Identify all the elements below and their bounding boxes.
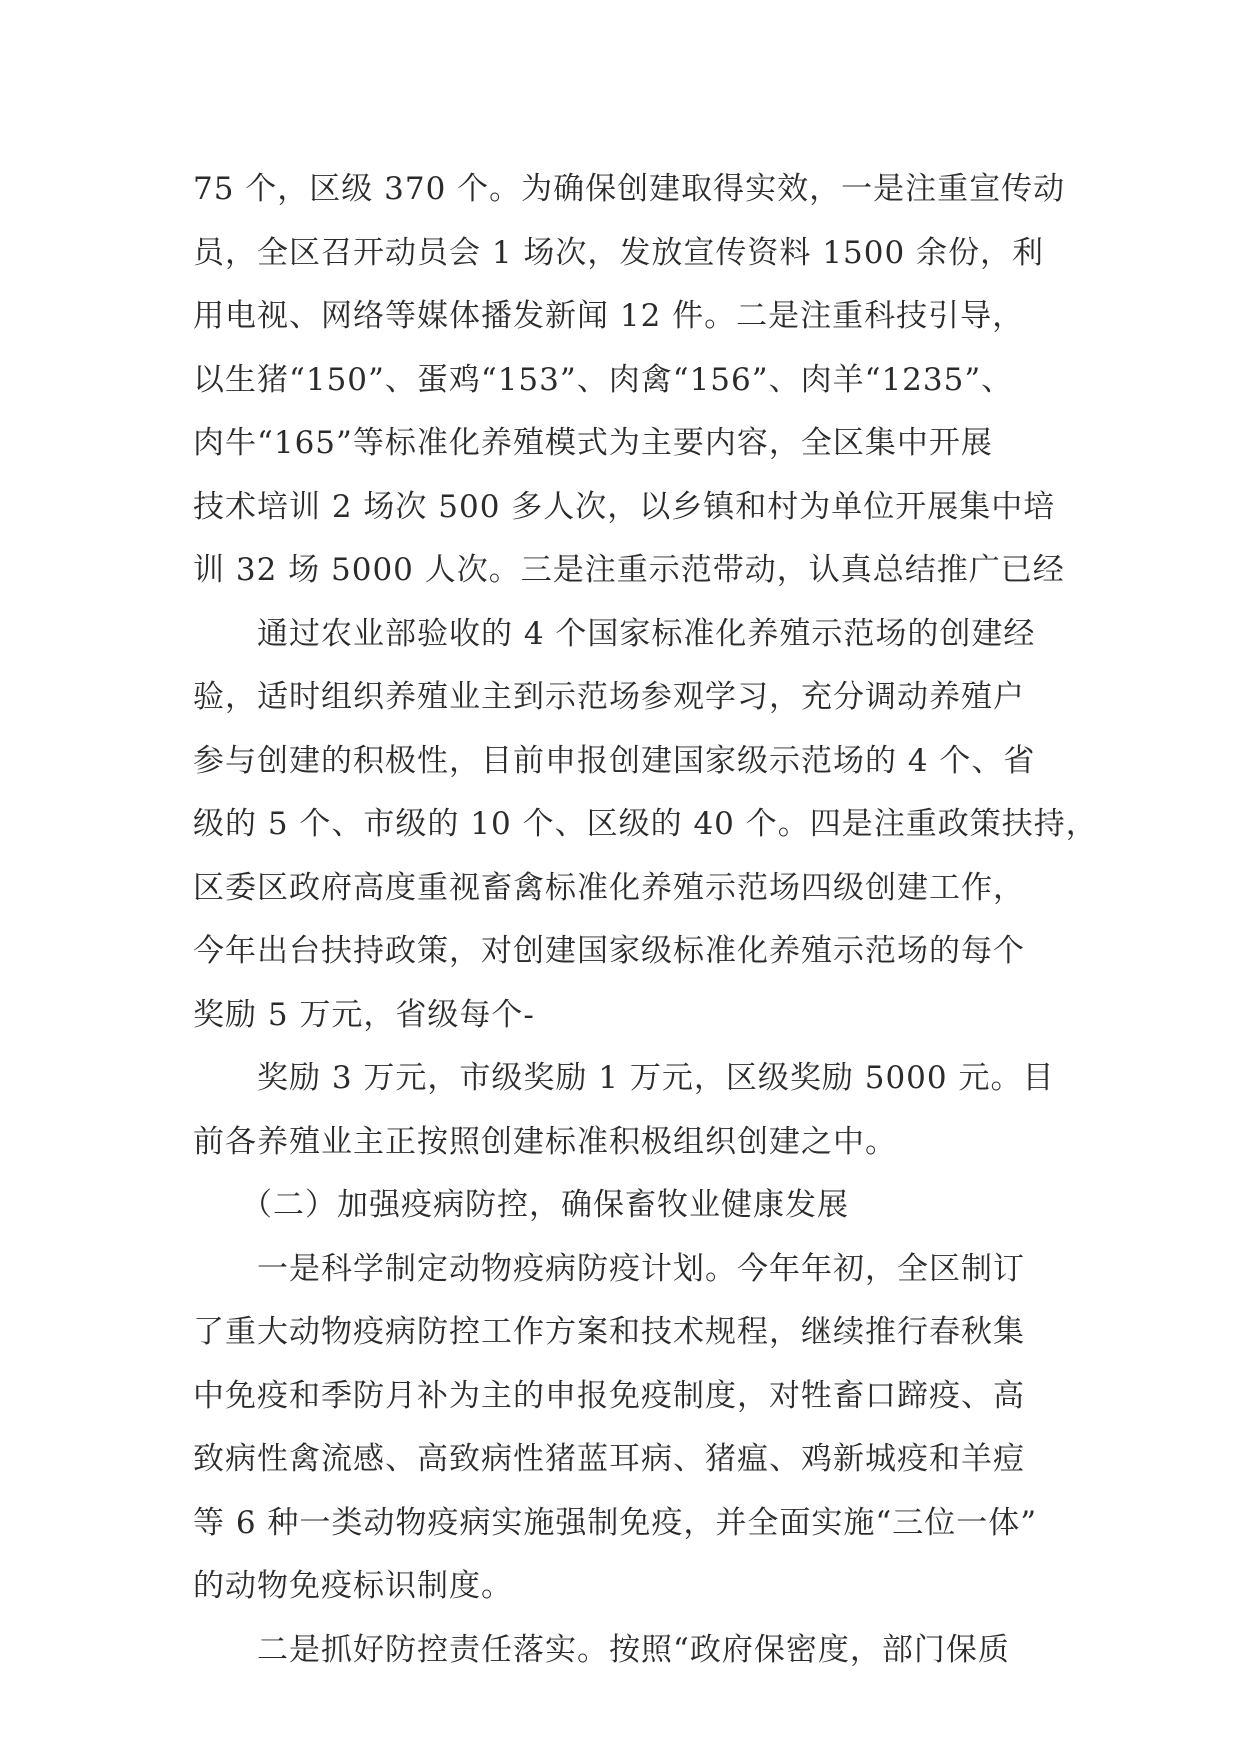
paragraph-first-line: 通过农业部验收的 4 个国家标准化养殖示范场的创建经 xyxy=(257,615,1036,652)
document-body xyxy=(193,158,1098,1682)
paragraph-first-line: 二是抓好防控责任落实。按照“政府保密度，部门保质 xyxy=(257,1631,1010,1668)
text-line: 技术培训 2 场次 500 多人次，以乡镇和村为单位开展集中培 xyxy=(193,488,1056,525)
text-line: 参与创建的积极性，目前申报创建国家级示范场的 4 个、省 xyxy=(193,742,1036,779)
text-line: 中免疫和季防月补为主的申报免疫制度，对牲畜口蹄疫、高 xyxy=(193,1377,1025,1414)
text-line: 以生猪“150”、蛋鸡“153”、肉禽“156”、肉羊“1235”、 xyxy=(193,361,1014,398)
text-line: 等 6 种一类动物疫病实施强制免疫，并全面实施“三位一体” xyxy=(193,1504,1038,1541)
text-line: 训 32 场 5000 人次。三是注重示范带动，认真总结推广已经 xyxy=(193,552,1065,588)
text-line: 前各养殖业主正按照创建标准积极组织创建之中。 xyxy=(193,1123,897,1160)
text-line: 用电视、网络等媒体播发新闻 12 件。二是注重科技引导， xyxy=(193,298,1025,334)
section-heading: （二）加强疫病防控，确保畜牧业健康发展 xyxy=(241,1187,849,1223)
text-line: 的动物免疫标识制度。 xyxy=(193,1568,513,1604)
text-line: 今年出台扶持政策，对创建国家级标准化养殖示范场的每个 xyxy=(193,933,1025,969)
paragraph-first-line: 奖励 3 万元，市级奖励 1 万元，区级奖励 5000 元。目 xyxy=(257,1060,1055,1096)
text-line: 75 个，区级 370 个。为确保创建取得实效，一是注重宣传动 xyxy=(193,171,1066,207)
text-line: 验，适时组织养殖业主到示范场参观学习，充分调动养殖户 xyxy=(193,679,1025,715)
paragraph-first-line: 一是科学制定动物疫病防疫计划。今年年初，全区制订 xyxy=(257,1250,1025,1287)
text-line: 级的 5 个、市级的 10 个、区级的 40 个。四是注重政策扶持， xyxy=(193,806,1098,842)
text-line: 区委区政府高度重视畜禽标准化养殖示范场四级创建工作， xyxy=(193,869,1025,906)
text-line: 员，全区召开动员会 1 场次，发放宣传资料 1500 余份，利 xyxy=(193,234,1045,271)
text-line: 了重大动物疫病防控工作方案和技术规程，继续推行春秋集 xyxy=(193,1314,1025,1350)
text-line: 奖励 5 万元，省级每个- xyxy=(193,996,535,1033)
text-line: 致病性禽流感、高致病性猪蓝耳病、猪瘟、鸡新城疫和羊痘 xyxy=(193,1441,1025,1477)
text-line: 肉牛“165”等标准化养殖模式为主要内容，全区集中开展 xyxy=(193,425,993,461)
